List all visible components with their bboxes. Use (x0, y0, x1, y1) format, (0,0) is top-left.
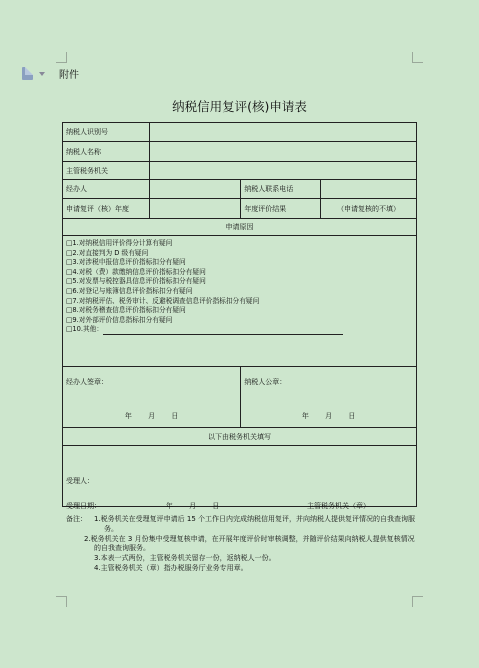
reason-item-10[interactable] (66, 325, 413, 335)
crop-mark-bottom-left (56, 596, 67, 607)
application-form (62, 122, 417, 510)
authority-section (63, 446, 417, 510)
authority-seal-label: 主管税务机关（章） (307, 502, 370, 510)
note-item-1: 1.税务机关在受理复评申请后 15 个工作日内完成纳税信用复评，并向纳税人提供复评情况的自我查询服务。 (94, 515, 416, 533)
reason-other-field[interactable] (103, 327, 343, 335)
reason-item-2[interactable]: □2.对直接判为 D 级有疑问 (66, 248, 149, 257)
taxpayer-id-label: 纳税人识别号 (63, 123, 150, 142)
taxpayer-phone-field[interactable] (321, 180, 417, 199)
handler-label: 经办人 (63, 180, 150, 199)
handler-signature-cell[interactable] (63, 367, 241, 428)
reason-item-3[interactable]: □3.对涉税申报信息评价指标扣分有疑问 (66, 258, 186, 267)
taxpayer-seal-label: 纳税人公章： (244, 378, 287, 386)
annual-result-note: （申请复核的不填） (321, 199, 417, 219)
tax-authority-label: 主管税务机关 (63, 162, 150, 180)
tax-authority-field[interactable] (149, 162, 416, 180)
chevron-down-icon[interactable] (39, 72, 45, 76)
note-item-2: 2.税务机关在 3 月份集中受理复核申请，在开展年度评价时审核调整，并随评价结果向纳税人提供复核情况的自我查询服务。 (84, 534, 415, 553)
reason-item-7[interactable]: □7.对纳税评估、税务审计、反避税调查信息评价指标扣分有疑问 (66, 296, 260, 305)
reason-item-9[interactable]: □9.对外部评价信息指标扣分有疑问 (66, 315, 173, 324)
reason-header: 申请原因 (63, 219, 417, 236)
taxpayer-id-field[interactable] (149, 123, 416, 142)
handler-signature-label: 经办人签章： (66, 378, 108, 386)
document-icon[interactable] (22, 67, 33, 80)
reason-item-4[interactable]: □4.对税（费）款缴纳信息评价指标扣分有疑问 (66, 267, 206, 276)
taxpayer-seal-date: 年 月 日 (301, 412, 356, 420)
handler-signature-date: 年 月 日 (124, 412, 179, 420)
page-title: 纳税信用复评(核)申请表 (172, 99, 307, 114)
crop-mark-top-left (56, 52, 67, 63)
taxpayer-name-field[interactable] (149, 142, 416, 162)
note-item-4: 4.主管税务机关（章）指办税服务厅业务专用章。 (94, 563, 248, 572)
reason-item-5[interactable]: □5.对发票与税控器具信息评价指标扣分有疑问 (66, 277, 206, 286)
crop-mark-top-right (412, 52, 423, 63)
annual-result-label: 年度评价结果 (241, 199, 321, 219)
reason-item-1[interactable]: □1.对纳税信用评价得分计算有疑问 (66, 239, 173, 247)
review-year-label: 申请复评（核）年度 (63, 199, 150, 219)
reason-item-6[interactable]: □6.对登记与账簿信息评价指标扣分有疑问 (66, 286, 193, 295)
attachment-label: 附件 (59, 70, 79, 81)
crop-mark-bottom-right (412, 596, 423, 607)
reason-other-label: □10.其他： (66, 325, 104, 334)
taxpayer-phone-label: 纳税人联系电话 (241, 180, 321, 199)
taxpayer-seal-cell[interactable] (241, 367, 417, 428)
reason-item-8[interactable]: □8.对税务稽查信息评价指标扣分有疑问 (66, 306, 186, 315)
reason-list (63, 236, 417, 367)
authority-section-header: 以下由税务机关填写 (63, 428, 417, 446)
notes (66, 515, 418, 574)
taxpayer-name-label: 纳税人名称 (63, 142, 150, 162)
note-item-3: 3.本表一式两份，主管税务机关留存一份，返纳税人一份。 (94, 554, 276, 563)
handler-field[interactable] (149, 180, 240, 199)
notes-label: 备注： (66, 515, 87, 523)
attachment-header (22, 66, 79, 81)
accept-date-ymd: 年 月 日 (165, 502, 220, 510)
accept-date-label: 受理日期： (66, 502, 101, 510)
review-year-field[interactable] (149, 199, 240, 219)
acceptor-label: 受理人： (66, 477, 94, 485)
accept-date (66, 501, 219, 511)
